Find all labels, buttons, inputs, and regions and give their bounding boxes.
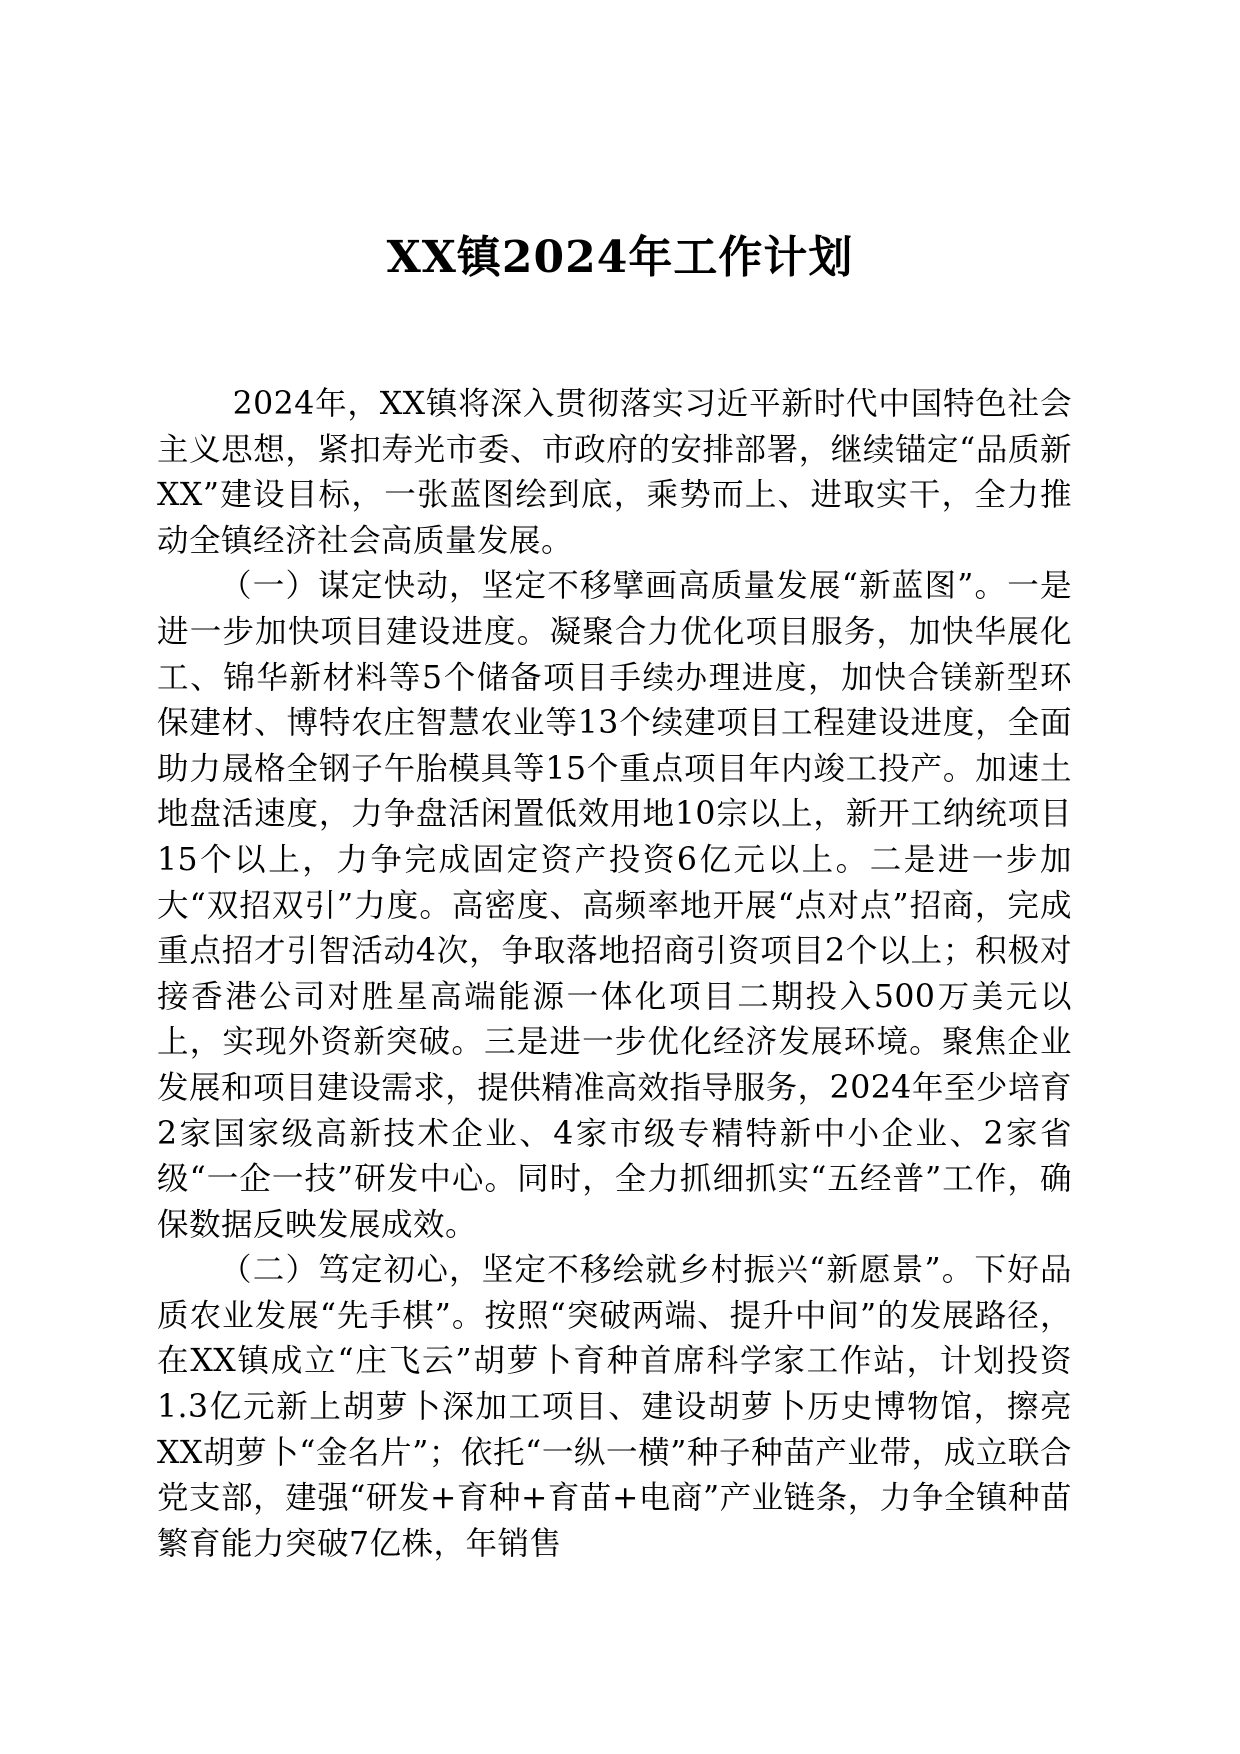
section-two-heading: （二）笃定初心，坚定不移绘就乡村振兴“新愿景”。	[220, 1252, 975, 1289]
section-one-paragraph	[157, 564, 1072, 1248]
intro-paragraph	[157, 382, 1072, 564]
intro-paragraph-text: 2024年，XX镇将深入贯彻落实习近平新时代中国特色社会主义思想，紧扣寿光市委、市政府的安排部署，继续锚定“品质新XX”建设目标，一张蓝图绘到底，乘势而上、进取实干，全力推动全镇经济社会高质量发展。	[157, 386, 1072, 559]
section-one-text: 一是进一步加快项目建设进度。凝聚合力优化项目服务，加快华展化工、锦华新材料等5个储备项目手续办理进度，加快合镁新型环保建材、博特农庄智慧农业等13个续建项目工程建设进度，全面助力晟格全钢子午胎模具等15个重点项目年内竣工投产。加速土地盘活速度，力争盘活闲置低效用地10宗以上，新开工纳统项目15个以上，力争完成固定资产投资6亿元以上。二是进一步加大“双招双引”力度。高密度、高频率地开展“点对点”招商，完成重点招才引智活动4次，争取落地招商引资项目2个以上；积极对接香港公司对胜星高端能源一体化项目二期投入500万美元以上，实现外资新突破。三是进一步优化经济发展环境。聚焦企业发展和项目建设需求，提供精准高效指导服务，2024年至少培育2家国家级高新技术企业、4家市级专精特新中小企业、2家省级“一企一技”研发中心。同时，全力抓细抓实“五经普”工作，确保数据反映发展成效。	[157, 568, 1072, 1243]
section-two-paragraph	[157, 1248, 1072, 1567]
section-one-heading: （一）谋定快动，坚定不移擘画高质量发展“新蓝图”。	[220, 568, 1008, 605]
document-body	[157, 382, 1072, 1567]
section-two-text: 下好品质农业发展“先手棋”。按照“突破两端、提升中间”的发展路径，在XX镇成立“庄飞云”胡萝卜育种首席科学家工作站，计划投资1.3亿元新上胡萝卜深加工项目、建设胡萝卜历史博物馆，擦亮XX胡萝卜“金名片”；依托“一纵一横”种子种苗产业带，成立联合党支部，建强“研发+育种+育苗+电商”产业链条，力争全镇种苗繁育能力突破7亿株，年销售	[157, 1252, 1072, 1562]
document-title: XX镇2024年工作计划	[386, 232, 854, 283]
